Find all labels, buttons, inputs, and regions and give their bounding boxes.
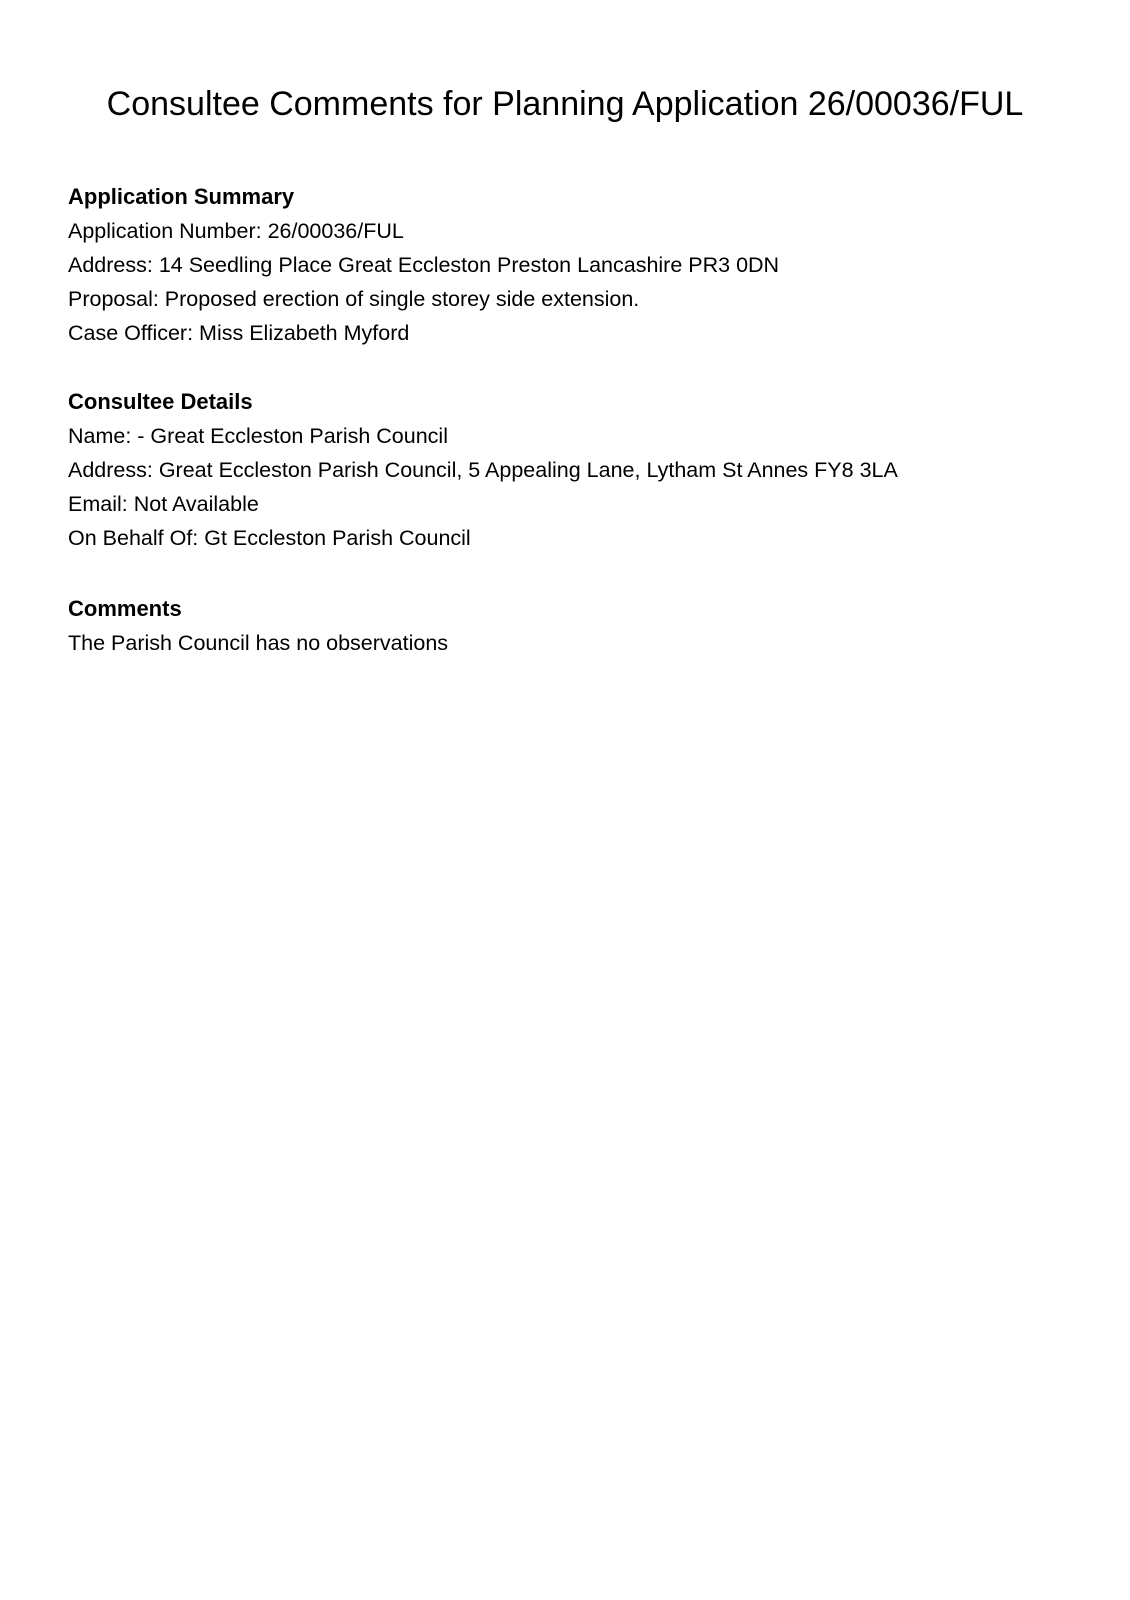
application-summary-heading: Application Summary xyxy=(68,184,295,209)
application-summary-section xyxy=(68,180,1078,350)
consultee-email: Email: Not Available xyxy=(68,492,259,516)
on-behalf-of: On Behalf Of: Gt Eccleston Parish Council xyxy=(68,526,471,550)
site-address: Address: 14 Seedling Place Great Eccleston Preston Lancashire PR3 0DN xyxy=(68,253,780,277)
application-number: Application Number: 26/00036/FUL xyxy=(68,219,404,243)
document-title: Consultee Comments for Planning Application 26/00036/FUL xyxy=(106,85,1024,123)
comments-section xyxy=(68,592,1078,660)
comment-text: The Parish Council has no observations xyxy=(68,631,449,655)
proposal: Proposal: Proposed erection of single storey side extension. xyxy=(68,287,640,311)
consultee-details-section xyxy=(68,385,1078,555)
comments-heading: Comments xyxy=(68,596,182,621)
case-officer: Case Officer: Miss Elizabeth Myford xyxy=(68,321,410,345)
consultee-details-heading: Consultee Details xyxy=(68,389,253,414)
consultee-name: Name: - Great Eccleston Parish Council xyxy=(68,424,448,448)
consultee-address: Address: Great Eccleston Parish Council, 5 Appealing Lane, Lytham St Annes FY8 3LA xyxy=(68,458,898,482)
